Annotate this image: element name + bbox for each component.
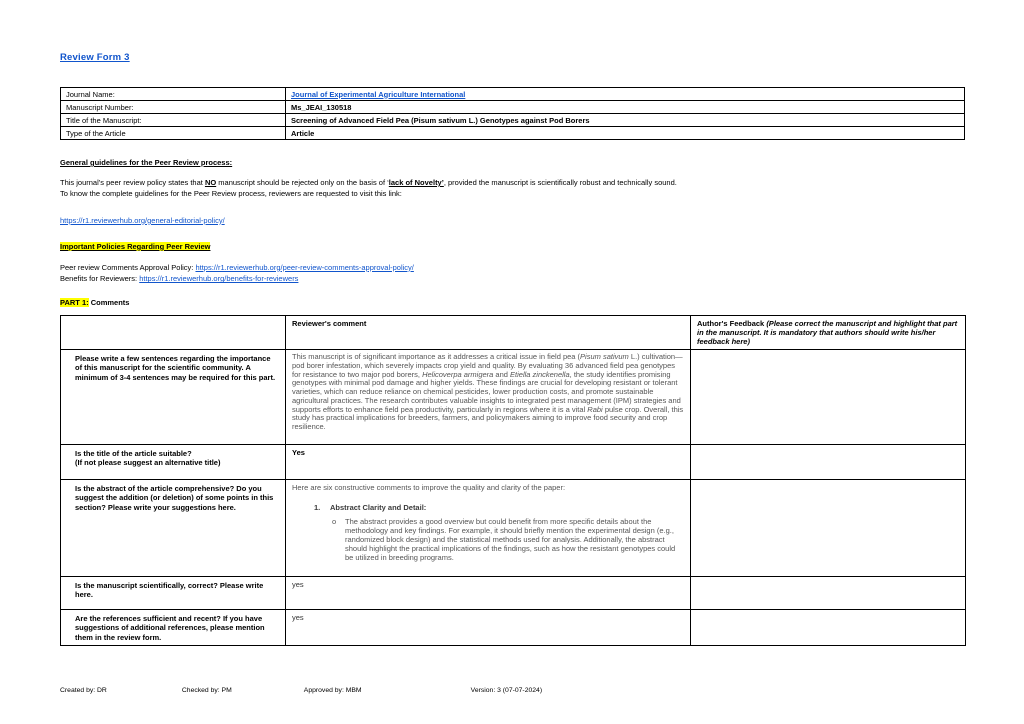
benefits-line: Benefits for Reviewers: https://r1.reviewerhub.org/benefits-for-reviewers [60,274,299,284]
document-content [60,52,965,646]
manuscript-number-value: Ms_JEAI_130518 [286,101,965,114]
part1-heading: PART 1: Comments [60,298,130,307]
info-row-article-type [61,127,965,140]
question-importance: Please write a few sentences regarding the importance of this manuscript for the scientific community. A minimum of 3-4 sentences may be required for this part. [61,350,286,445]
approval-policy-link[interactable]: https://r1.reviewerhub.org/peer-review-comments-approval-policy/ [195,262,414,272]
no-emphasis: NO [204,178,217,187]
guidelines-sentence-1: This journal’s peer review policy states that NO manuscript should be rejected only on the basis of ‘lack of Novelty’, provided the manuscript is scientifically robust and technically sound. [60,178,677,187]
journal-name-link[interactable]: Journal of Experimental Agriculture International [291,89,466,99]
abstract-comment-intro: Here are six constructive comments to improve the quality and clarity of the paper: [292,483,566,492]
comment-importance: This manuscript is of significant importance as it addresses a critical issue in field pea (Pisum sativum L.) cultivation—pod borer infestation, which severely impacts crop yield and quality. By evaluating 36 advanced field pea genotypes for resistance to two major pod borers, Helicoverpa armigera and Etiella zinckenella, the study identifies promising genotypes with minimal pod damage and higher yields. These findings are crucial for developing resistant or tolerant varieties, which can reduce reliance on chemical pesticides, lower production costs, and promote sustainable agricultural practices. The research contributes valuable insights to integrated pest management (IPM) strategies and supports efforts to enhance field pea productivity, particularly in regions where it is a vital Rabi pulse crop. Overall, this study has practical implications for breeders, farmers, and policymakers aiming to improve food security and crop resilience. [286,350,691,445]
comment-abstract [286,480,691,577]
lack-of-novelty-emphasis: lack of Novelty’ [388,178,444,187]
comment-scientific: yes [286,577,691,610]
footer-version: Version: 3 (07-07-2024) [470,687,543,694]
review-row-abstract [61,480,966,577]
author-feedback-header: Author's Feedback (Please correct the manuscript and highlight that part in the manuscript. It is mandatory that authors should write his/her feedback here) [691,316,966,350]
info-row-journal [61,88,965,101]
part1-badge: PART 1: [60,298,89,307]
footer-checked-by: Checked by: PM [181,687,232,694]
comment-title-suitable: Yes [286,445,691,480]
page-title: Review Form 3 [60,52,130,63]
question-title-suitable: Is the title of the article suitable? (If not please suggest an alternative title) [61,445,286,480]
policy-links-block [60,262,965,285]
journal-name-label: Journal Name: [61,88,286,101]
review-row-scientific [61,577,966,610]
review-table [60,315,966,646]
manuscript-title-label: Title of the Manuscript: [61,114,286,127]
review-row-importance [61,350,966,445]
article-type-label: Type of the Article [61,127,286,140]
reviewer-comment-header: Reviewer's comment [286,316,691,350]
question-abstract: Is the abstract of the article comprehensive? Do you suggest the addition (or deletion) of some points in this section? Please write your suggestions here. [61,480,286,577]
approval-policy-line: Peer review Comments Approval Policy: https://r1.reviewerhub.org/peer-review-comments-approval-policy/ [60,262,414,272]
important-policies-heading: Important Policies Regarding Peer Review [60,241,211,251]
info-row-manuscript-number [61,101,965,114]
abstract-comment-item-1: 1. Abstract Clarity and Detail: [314,503,427,512]
feedback-scientific [691,577,966,610]
feedback-title-suitable [691,445,966,480]
manuscript-info-table [60,87,965,140]
manuscript-number-label: Manuscript Number: [61,101,286,114]
guidelines-paragraph [60,178,965,200]
review-row-references [61,610,966,646]
editorial-policy-link[interactable]: https://r1.reviewerhub.org/general-editorial-policy/ [60,215,225,225]
comment-references: yes [286,610,691,646]
question-scientific: Is the manuscript scientifically, correct? Please write here. [61,577,286,610]
header-empty-cell [61,316,286,350]
guidelines-heading: General guidelines for the Peer Review process: [60,158,233,167]
abstract-comment-bullet: o The abstract provides a good overview but could benefit from more specific details about the methodology and key findings. For example, it should briefly mention the experimental design (e.g., randomized block design) and the statistical methods used for analysis. Additionally, the abstract should highlight the practical implications of the findings, such as how the resistant genotypes could be utilized in breeding programs. [332,517,676,562]
review-table-header-row [61,316,966,350]
footer-approved-by: Approved by: MBM [303,687,362,694]
review-row-title-suitable [61,445,966,480]
question-references: Are the references sufficient and recent? If you have suggestions of additional references, please mention them in the review form. [61,610,286,646]
footer-created-by: Created by: DR [60,687,107,694]
feedback-importance [691,350,966,445]
document-footer [60,687,965,694]
benefits-link[interactable]: https://r1.reviewerhub.org/benefits-for-reviewers [139,274,299,284]
guidelines-sentence-2: To know the complete guidelines for the Peer Review process, reviewers are requested to visit this link: [60,188,402,198]
feedback-references [691,610,966,646]
manuscript-title-value: Screening of Advanced Field Pea (Pisum sativum L.) Genotypes against Pod Borers [286,114,965,127]
article-type-value: Article [286,127,965,140]
info-row-title [61,114,965,127]
feedback-abstract [691,480,966,577]
